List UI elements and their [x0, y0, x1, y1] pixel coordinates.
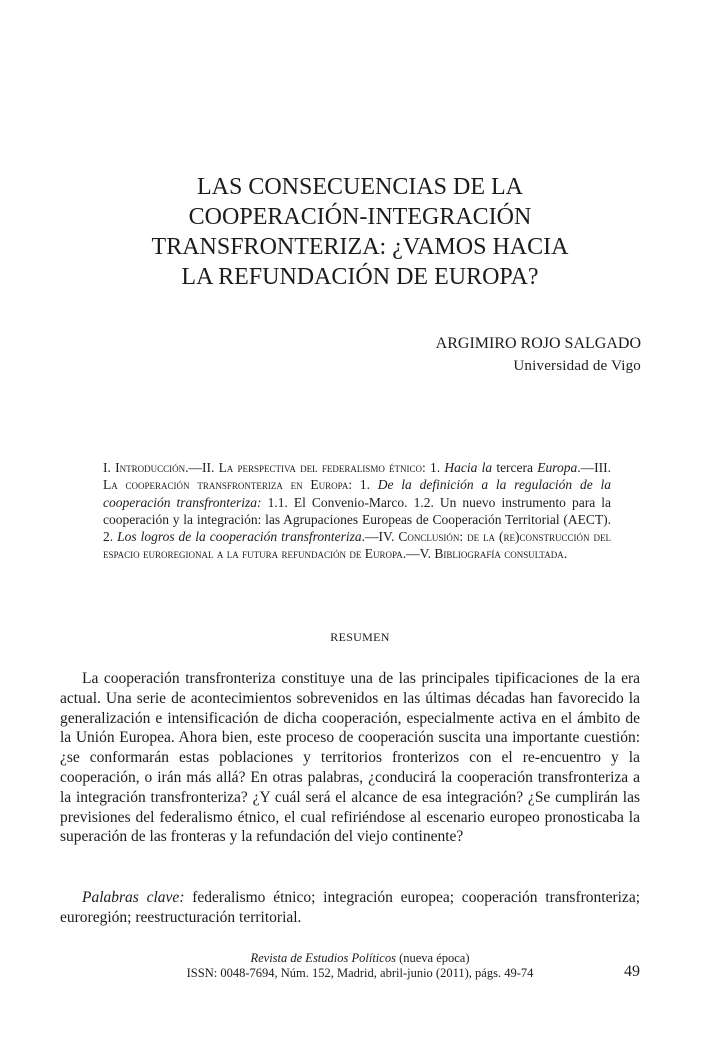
title-line: LA REFUNDACIÓN DE EUROPA?	[181, 264, 539, 290]
keywords-label: Palabras clave:	[82, 889, 185, 906]
article-title	[100, 172, 620, 292]
toc-section-title: La cooperación transfronteriza en Europa	[103, 477, 349, 493]
toc-number: I.	[103, 460, 116, 475]
author-affiliation: Universidad de Vigo	[513, 358, 641, 374]
author-name: ARGIMIRO ROJO SALGADO	[435, 335, 641, 352]
toc-subsection-title: De la definición a la regulación de la cooperación transfronteriza:	[103, 477, 611, 510]
toc-section-title: Bibliografía consultada	[434, 546, 564, 562]
toc-separator: .	[563, 546, 568, 562]
toc-text: : 1.	[348, 477, 378, 493]
title-line: COOPERACIÓN-INTEGRACIÓN	[188, 204, 532, 230]
toc-section-title: Introducción	[115, 460, 186, 475]
toc-number: III.	[594, 460, 611, 475]
abstract-heading: RESUMEN	[330, 630, 390, 644]
toc-text: tercera	[492, 460, 538, 475]
issn-line: ISSN: 0048-7694, Núm. 152, Madrid, abril-junio (2011), págs. 49-74	[186, 966, 534, 980]
page-footer	[120, 951, 600, 981]
toc-number: V.	[419, 546, 435, 562]
title-line: LAS CONSECUENCIAS DE LA	[196, 174, 523, 200]
toc-subsection-title: Los logros de la cooperación transfronteriza	[117, 529, 362, 545]
toc-text: : 1.	[422, 460, 445, 475]
toc-separator: .—	[577, 460, 595, 475]
toc-subsection-title: Hacia la	[444, 460, 493, 475]
journal-edition: (nueva época)	[395, 951, 470, 965]
journal-name: Revista de Estudios Políticos	[250, 951, 396, 965]
toc-section-title: : de la (re)construcción del espacio euroregional a la futura refundación de Europa	[103, 529, 611, 562]
title-line: TRANSFRONTERIZA: ¿VAMOS HACIA	[151, 234, 569, 260]
toc-subsection-title: Europa	[537, 460, 578, 475]
toc-separator: .—	[361, 529, 379, 545]
keywords	[60, 888, 640, 928]
toc-number: IV.	[378, 529, 399, 545]
abstract-body	[60, 669, 640, 847]
journal-line	[120, 951, 600, 966]
toc-section-title: La perspectiva del federalismo étnico	[218, 460, 423, 475]
abstract-paragraph: La cooperación transfronteriza constituye una de las principales tipificaciones de la era actual. Una serie de acontecimientos sobrevenidos en las últimas décadas han favorecido la generalización e intensificación de dicha cooperación, especialmente activa en el ámbito de la Unión Europea. Ahora bien, este proceso de cooperación suscita una importante cuestión: ¿se conformarán estas poblaciones y territorios fronterizos con el re-encuentro y la cooperación, o irán más allá? En otras palabras, ¿conducirá la cooperación transfronteriza a la integración transfronteriza? ¿Y cuál será el alcance de esa integración? ¿Se cumplirán las previsiones del federalismo étnico, el cual refiriéndose al escenario europeo pronosticaba la superación de las fronteras y la refundación del viejo continente?	[60, 670, 640, 846]
page-number: 49	[624, 963, 640, 980]
toc-section-title: Conclusión	[398, 529, 460, 545]
table-of-contents	[103, 459, 611, 563]
keywords-list: federalismo étnico; integración europea; cooperación transfronteriza; euroregión; reestructuración territorial.	[60, 889, 640, 926]
toc-separator: .—	[185, 460, 202, 475]
toc-number: II.	[201, 460, 219, 475]
toc-text: 1.1. El Convenio-Marco. 1.2. Un nuevo instrumento para la cooperación y la integración: las Agrupaciones Europeas de Cooperación Territorial (AECT). 2.	[103, 494, 611, 545]
toc-separator: .—	[402, 546, 420, 562]
